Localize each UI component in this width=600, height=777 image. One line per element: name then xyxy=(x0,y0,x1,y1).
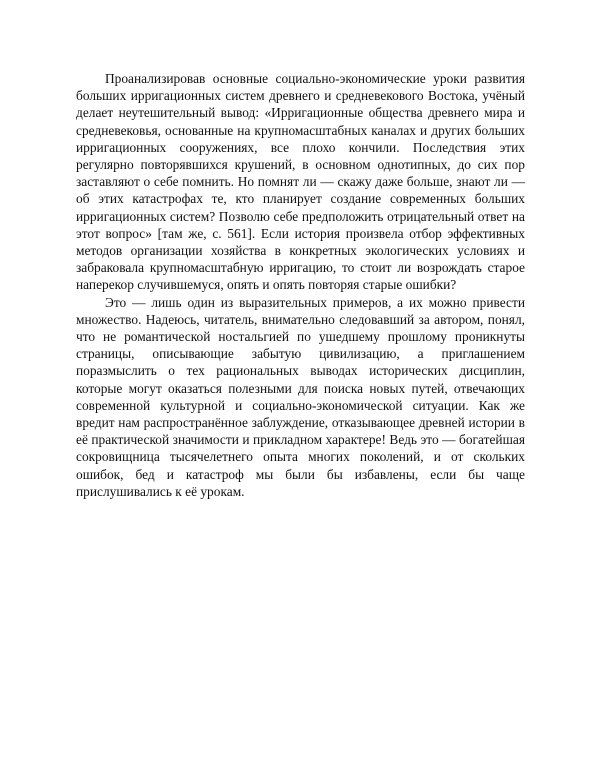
body-text xyxy=(76,70,525,500)
paragraph-2: Это — лишь один из выразительных примеров, а их можно привести множество. Надеюсь, читатель, внимательно следовавший за автором, понял, что не романтической ностальгией по ушедшему прошлому проникнуты страницы, описывающие забытую цивилизацию, а приглашением поразмыслить о тех рациональных выводах исторических дисциплин, которые могут оказаться полезными для поиска новых путей, отвечающих современной культурной и социально-экономической ситуации. Как же вредит нам распространённое заблуждение, отказывающее древней истории в её практической значимости и прикладном характере! Ведь это — богатейшая сокровищница тысячелетнего опыта многих поколений, и от скольких ошибок, бед и катастроф мы были бы избавлены, если бы чаще прислушивались к её урокам. xyxy=(76,294,525,499)
paragraph-1: Проанализировав основные социально-экономические уроки развития больших ирригационных систем древнего и средневекового Востока, учёный делает неутешительный вывод: «Ирригационные общества древнего мира и средневековья, основанные на крупномасштабных каналах и других больших ирригационных сооружениях, все плохо кончили. Последствия этих регулярно повторявшихся крушений, в основном однотипных, до сих пор заставляют о себе помнить. Но помнят ли — скажу даже больше, знают ли — об этих катастрофах те, кто планирует создание современных больших ирригационных систем? Позволю себе предположить отрицательный ответ на этот вопрос» [там же, с. 561]. Если история произвела отбор эффективных методов организации хозяйства в конкретных экологических условиях и забраковала крупномасштабную ирригацию, то стоит ли возрождать старое наперекор случившемуся, опять и опять повторяя старые ошибки? xyxy=(76,71,525,293)
